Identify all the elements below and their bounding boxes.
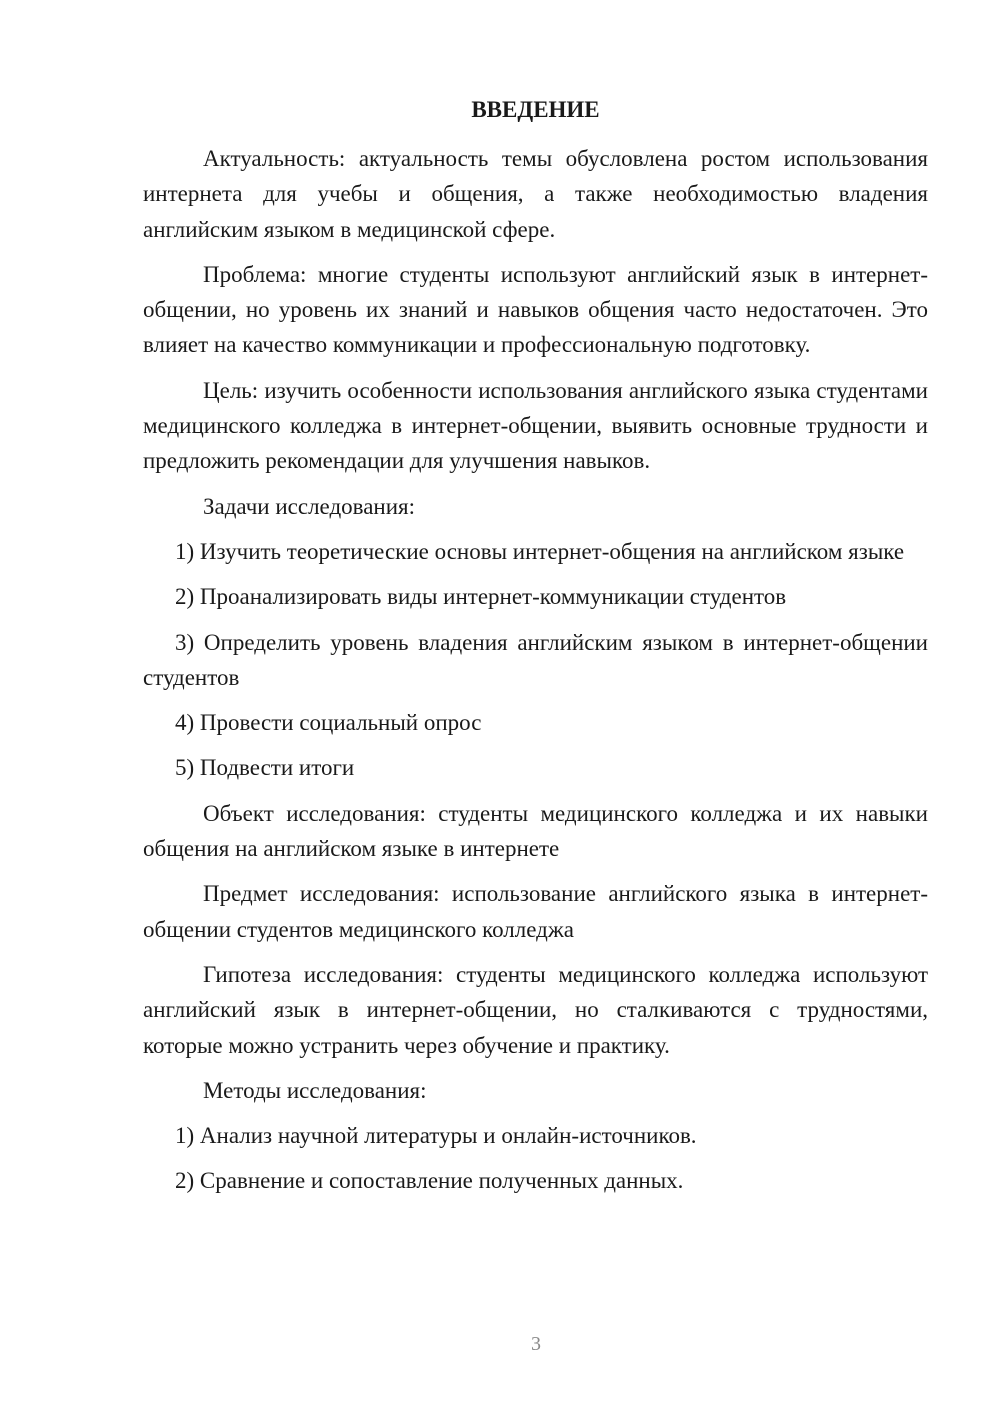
paragraph-goal: Цель: изучить особенности использования английского языка студентами медицинского колледжа в интернет-общении, выявить основные трудности и предложить рекомендации для улучшения навыков. [143,377,928,474]
paragraph-hypothesis: Гипотеза исследования: студенты медицинского колледжа используют английский язык в интернет-общении, но сталкиваются с трудностями, которые можно устранить через обучение и практику. [143,961,928,1058]
paragraph-object: Объект исследования: студенты медицинского колледжа и их навыки общения на английском языке в интернете [143,800,928,862]
paragraph-relevance: Актуальность: актуальность темы обусловлена ростом использования интернета для учебы и общения, а также необходимостью владения английским языком в медицинской сфере. [143,146,928,242]
task-item-1: 1) Изучить теоретические основы интернет-общения на английском языке [175,538,905,564]
task-item-2: 2) Проанализировать виды интернет-коммуникации студентов [175,584,787,610]
page-number: 3 [531,1333,541,1355]
document-page [143,95,928,1209]
paragraph-problem: Проблема: многие студенты используют английский язык в интернет-общении, но уровень их знаний и навыков общения часто недостаточен. Это влияет на качество коммуникации и профессиональную подготовку. [143,261,928,358]
section-heading: ВВЕДЕНИЕ [471,97,600,122]
task-item-3: 3) Определить уровень владения английским языком в интернет-общении студентов [143,629,928,690]
method-item-2: 2) Сравнение и сопоставление полученных данных. [175,1168,684,1194]
paragraph-tasks-intro: Задачи исследования: [203,493,416,519]
task-item-5: 5) Подвести итоги [175,755,355,781]
paragraph-subject: Предмет исследования: использование английского языка в интернет-общении студентов медицинского колледжа [143,881,928,942]
paragraph-methods-intro: Методы исследования: [203,1077,427,1103]
method-item-1: 1) Анализ научной литературы и онлайн-источников. [175,1123,697,1149]
task-item-4: 4) Провести социальный опрос [175,710,482,736]
